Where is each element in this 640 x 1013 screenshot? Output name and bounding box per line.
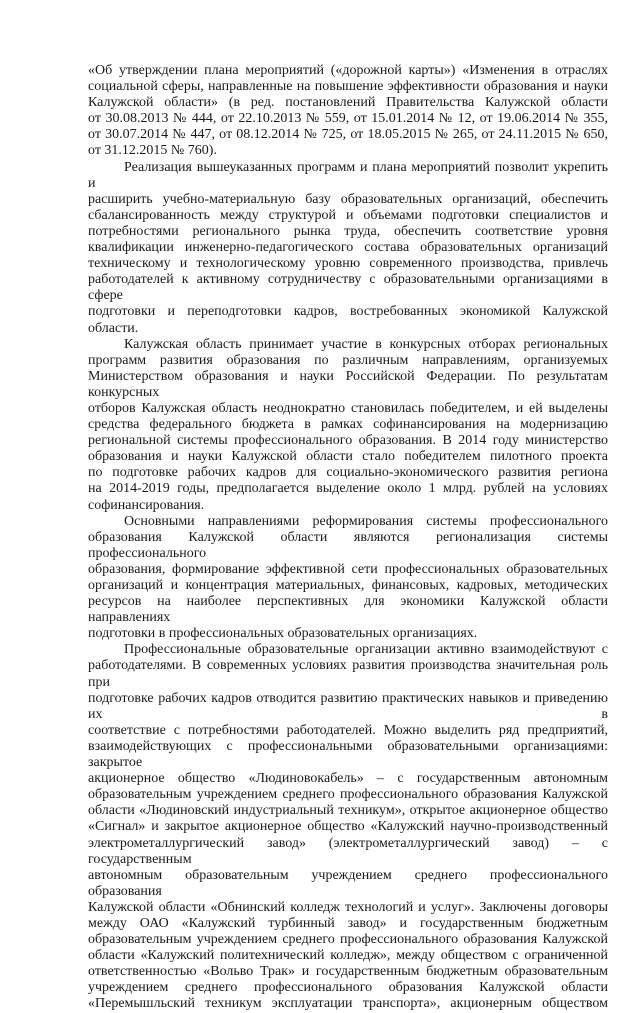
text-line: автономным образовательным учреждением среднего профессионального образования xyxy=(88,867,608,899)
text-line: Реализация вышеуказанных программ и плана мероприятий позволит укрепить и xyxy=(88,159,608,191)
text-line: учреждением среднего профессионального образования Калужской области xyxy=(88,980,608,996)
text-line: образования и науки Калужской области стало победителем пилотного проекта xyxy=(88,449,608,465)
paragraph-program-implementation xyxy=(88,160,608,337)
text-line: «Сигнал» и закрытое акционерное общество «Калужский научно-производственный xyxy=(88,819,608,835)
document-body xyxy=(88,63,608,1013)
text-line: работодателей к активному сотрудничеству с образовательными организациями в сфере xyxy=(88,272,608,304)
text-line: от 31.12.2015 № 760). xyxy=(88,143,217,159)
text-line: ответственностью «Вольво Трак» и государственным бюджетным образовательным xyxy=(88,964,608,980)
text-line: образования Калужской области являются регионализация системы профессионального xyxy=(88,529,608,561)
text-line: потребностями регионального рынка труда, обеспечить соответствие уровня xyxy=(88,223,608,239)
text-line: региональной системы профессионального образования. В 2014 году министерство xyxy=(88,433,608,449)
text-line: софинансирования. xyxy=(88,497,205,513)
paragraph-reform-directions xyxy=(88,514,608,643)
text-line: подготовке рабочих кадров отводится развитию практических навыков и приведению их в xyxy=(88,690,608,722)
text-line: ресурсов на наиболее перспективных для экономики Калужской области направлениях xyxy=(88,594,608,626)
text-line: программ развития образования по различным направлениям, организуемых xyxy=(88,352,608,368)
text-line: техническому и технологическому уровню современного производства, привлечь xyxy=(88,256,608,272)
text-line: на 2014-2019 годы, предполагается выделение около 1 млрд. рублей на условиях xyxy=(88,481,608,497)
text-line: Основными направлениями реформирования системы профессионального xyxy=(124,513,608,529)
text-line: соответствие с потребностями работодателей. Можно выделить ряд предприятий, xyxy=(88,722,608,738)
text-line: средства федерального бюджета в рамках софинансирования на модернизацию xyxy=(88,417,608,433)
text-line: образовательным учреждением среднего профессионального образования Калужской xyxy=(88,787,608,803)
text-line: отборов Калужская область неоднократно становилась победителем, и ей выделены xyxy=(88,400,608,416)
paragraph-decree-reference xyxy=(88,63,608,160)
text-line: акционерное общество «Людиновокабель» – с государственным автономным xyxy=(88,771,608,787)
text-line: по подготовке рабочих кадров для социально-экономического развития региона xyxy=(88,465,608,481)
paragraph-employer-cooperation xyxy=(88,642,608,1012)
text-line: от 30.08.2013 № 444, от 22.10.2013 № 559, от 15.01.2014 № 12, от 19.06.2014 № 355, xyxy=(88,111,608,127)
text-line: области «Калужский политехнический колледж», между обществом с ограниченной xyxy=(88,948,608,964)
text-line: Калужской области» (в ред. постановлений Правительства Калужской области xyxy=(88,95,608,111)
text-line: подготовки в профессиональных образовательных организациях. xyxy=(88,626,478,642)
text-line: взаимодействующих с профессиональными образовательными организациями: закрытое xyxy=(88,738,608,771)
text-line: Министерством образования и науки Российской Федерации. По результатам конкурсных xyxy=(88,368,608,400)
text-line: от 30.07.2014 № 447, от 08.12.2014 № 725, от 18.05.2015 № 265, от 24.11.2015 № 650, xyxy=(88,127,608,143)
text-line: работодателями. В современных условиях развития производства значительная роль при xyxy=(88,658,608,690)
text-line: образовательным учреждением среднего профессионального образования Калужской xyxy=(88,932,608,948)
text-line: «Перемышльский техникум эксплуатации транспорта», акционерным обществом xyxy=(88,996,608,1012)
text-line: организаций и концентрация материальных, финансовых, кадровых, методических xyxy=(88,578,608,593)
text-line: квалификации инженерно-педагогического состава образовательных организаций xyxy=(88,240,608,256)
text-line: Калужской области «Обнинский колледж технологий и услуг». Заключены договоры xyxy=(88,899,608,915)
text-line: социальной сферы, направленные на повышение эффективности образования и науки xyxy=(88,79,608,95)
text-line: Калужская область принимает участие в конкурсных отборах региональных xyxy=(124,336,608,352)
text-line: области «Людиновский индустриальный техникум», открытое акционерное общество xyxy=(88,803,608,819)
text-line: между ОАО «Калужский турбинный завод» и государственным бюджетным xyxy=(88,915,608,931)
text-line: Профессиональные образовательные организации активно взаимодействуют с xyxy=(124,642,608,658)
paragraph-competitive-selection xyxy=(88,337,608,514)
text-line: образования, формирование эффективной сети профессиональных образовательных xyxy=(88,561,608,577)
text-line: сбалансированность между структурой и объемами подготовки специалистов и xyxy=(88,207,608,223)
text-line: электрометаллургический завод» (электрометаллургический завод) – с государственным xyxy=(88,835,608,867)
text-line: расширить учебно-материальную базу образовательных организаций, обеспечить xyxy=(88,191,608,207)
text-line: подготовки и переподготовки кадров, востребованных экономикой Калужской области. xyxy=(88,304,608,336)
text-line: «Об утверждении плана мероприятий («дорожной карты») «Изменения в отраслях xyxy=(88,63,608,78)
